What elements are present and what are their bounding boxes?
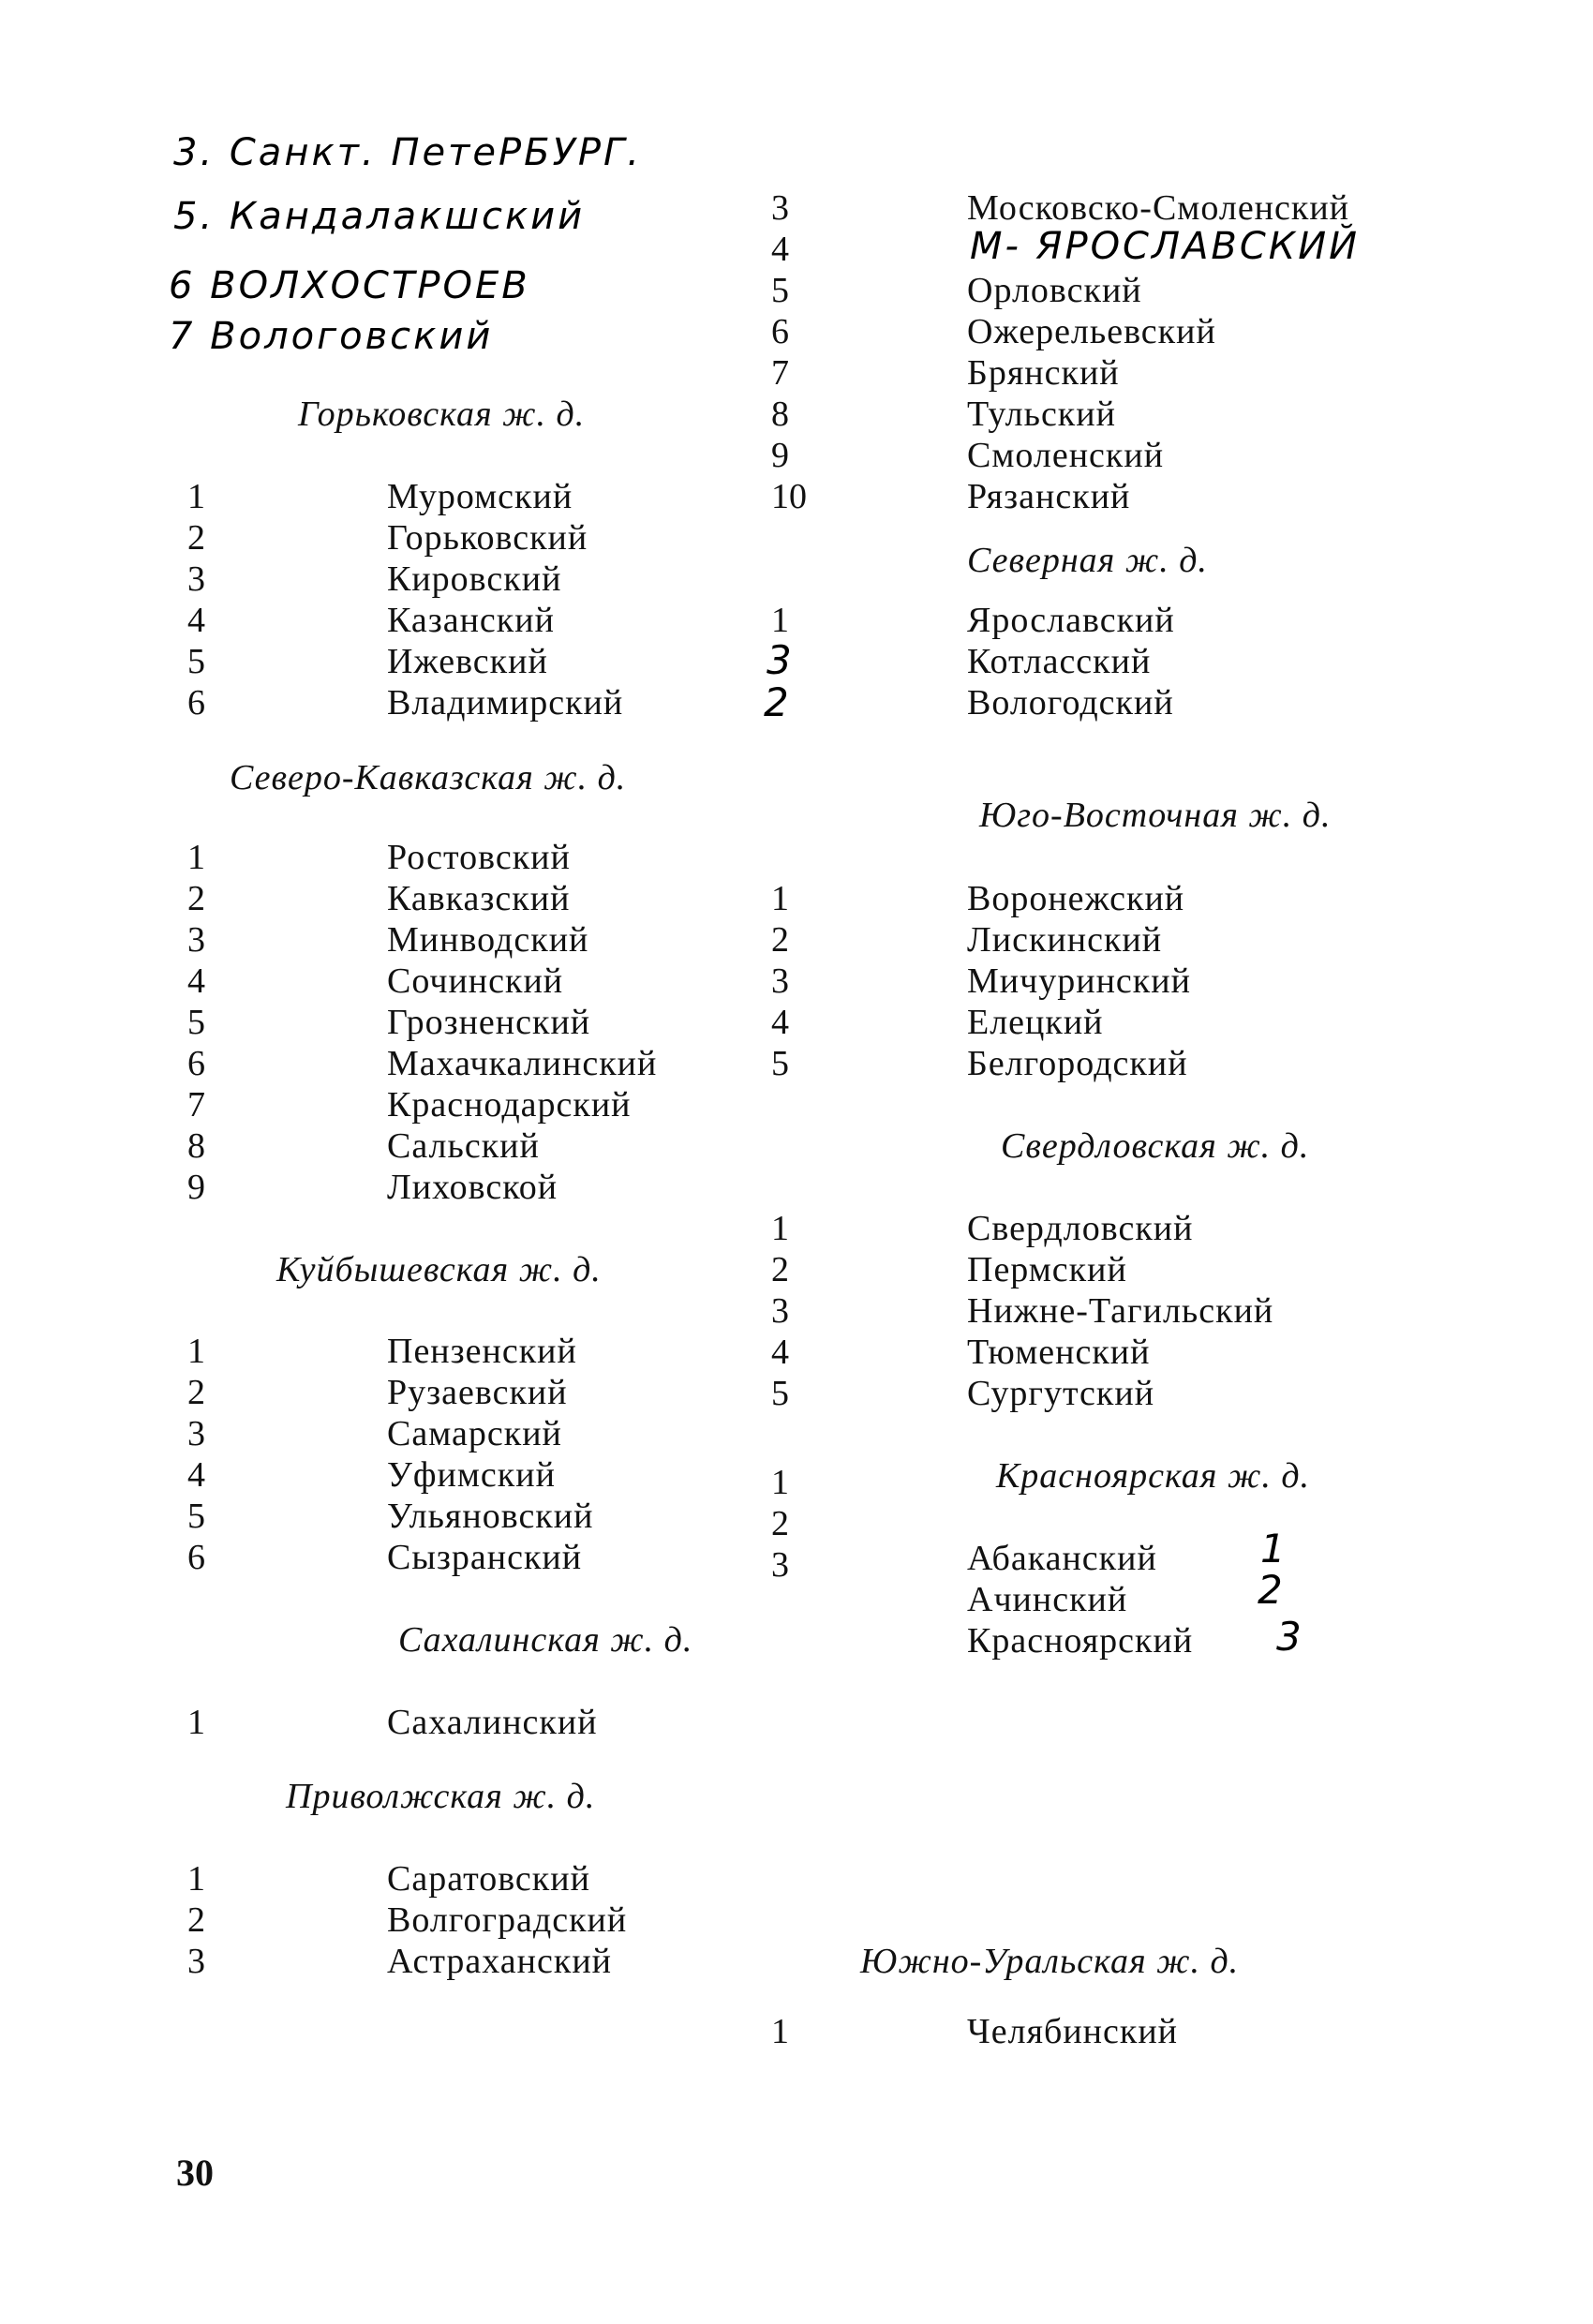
row-number: 7 (771, 353, 789, 393)
row-number: 3 (187, 559, 205, 599)
depot-name: Ростовский (387, 838, 571, 877)
row-number: 1 (771, 1209, 789, 1248)
depot-name: Тульский (967, 395, 1116, 434)
section-title-gorky: Горьковская ж. д. (298, 395, 586, 434)
depot-name: Красноярский (967, 1621, 1194, 1661)
depot-name: Елецкий (967, 1003, 1104, 1042)
row-number: 1 (187, 1859, 205, 1899)
handwritten-note-2: 5. Кандалакшский (173, 195, 586, 238)
row-number: 8 (187, 1126, 205, 1166)
depot-name: Смоленский (967, 436, 1165, 475)
handwritten-note-1: 3. Санкт. ПетеРБУРГ. (173, 131, 643, 174)
row-number: 3 (187, 1942, 205, 1981)
depot-name: Абаканский (967, 1539, 1157, 1578)
row-number: 4 (771, 1003, 789, 1042)
section-title-kuibyshev: Куйбышевская ж. д. (276, 1250, 602, 1289)
depot-name: Ижевский (387, 642, 548, 681)
depot-name: Брянский (967, 353, 1120, 393)
row-number: 1 (187, 1703, 205, 1742)
depot-name: Уфимский (387, 1455, 556, 1495)
row-number: 3 (187, 920, 205, 960)
row-number: 3 (771, 188, 789, 228)
section-title-north: Северная ж. д. (967, 541, 1208, 580)
row-number: 2 (771, 1250, 789, 1289)
depot-name: Минводский (387, 920, 589, 960)
depot-name: Ачинский (967, 1580, 1128, 1619)
row-number: 4 (187, 601, 205, 640)
depot-name: Котласский (967, 642, 1152, 681)
depot-name: Сочинский (387, 961, 564, 1001)
row-number: 5 (187, 1497, 205, 1536)
section-title-south-ural: Южно-Уральская ж. д. (860, 1942, 1240, 1981)
handwritten-number: 2 (764, 679, 789, 725)
depot-name: Пермский (967, 1250, 1127, 1289)
row-number: 3 (771, 961, 789, 1001)
row-number: 5 (187, 1003, 205, 1042)
depot-name: Ожерельевский (967, 312, 1216, 351)
depot-name: Владимирский (387, 683, 624, 723)
depot-name: Самарский (387, 1414, 562, 1453)
row-number: 3 (771, 1545, 789, 1585)
row-number: 1 (771, 1463, 789, 1502)
row-number: 2 (187, 1373, 205, 1412)
row-number: 5 (771, 1374, 789, 1413)
depot-name: Свердловский (967, 1209, 1194, 1248)
section-title-north-caucasus: Северо-Кавказская ж. д. (230, 758, 627, 797)
depot-name: Астраханский (387, 1942, 612, 1981)
depot-name: Горьковский (387, 518, 588, 558)
depot-name: Ярославский (967, 601, 1175, 640)
depot-name: Челябинский (967, 2012, 1179, 2051)
depot-name: Рузаевский (387, 1373, 568, 1412)
depot-name: Сахалинский (387, 1703, 598, 1742)
row-number: 1 (187, 1332, 205, 1371)
section-title-sverdlovsk: Свердловская ж. д. (1001, 1126, 1310, 1166)
row-number: 6 (187, 1044, 205, 1083)
depot-name: Орловский (967, 271, 1142, 310)
depot-name: Тюменский (967, 1333, 1151, 1372)
handwritten-number: 2 (1258, 1567, 1283, 1613)
row-number: 6 (187, 1538, 205, 1577)
depot-name: Саратовский (387, 1859, 590, 1899)
row-number: 5 (187, 642, 205, 681)
page-number: 30 (176, 2152, 214, 2194)
row-number: 4 (771, 230, 789, 269)
row-number: 9 (187, 1168, 205, 1207)
depot-name: Ульяновский (387, 1497, 594, 1536)
handwritten-note-4: 7 Вологовский (169, 315, 494, 358)
depot-name: Сальский (387, 1126, 540, 1166)
depot-name: Сургутский (967, 1374, 1155, 1413)
depot-name: Вологодский (967, 683, 1174, 723)
row-number: 4 (187, 961, 205, 1001)
depot-name: Волгоградский (387, 1900, 628, 1940)
depot-name: Воронежский (967, 879, 1185, 918)
row-number: 6 (187, 683, 205, 723)
row-number: 1 (187, 838, 205, 877)
depot-name: Краснодарский (387, 1085, 632, 1125)
row-number: 4 (771, 1333, 789, 1372)
row-number: 8 (771, 395, 789, 434)
handwritten-note-3: 6 ВОЛХОСТРОЕВ (169, 264, 530, 307)
handwritten-number: 1 (1260, 1526, 1286, 1572)
row-number: 3 (771, 1291, 789, 1331)
depot-name: Белгородский (967, 1044, 1188, 1083)
section-title-south-east: Юго-Восточная ж. д. (979, 796, 1332, 835)
row-number: 5 (771, 271, 789, 310)
row-number: 2 (187, 518, 205, 558)
row-number: 6 (771, 312, 789, 351)
depot-name: Лискинский (967, 920, 1163, 960)
row-number: 1 (771, 601, 789, 640)
depot-name: Грозненский (387, 1003, 591, 1042)
row-number: 2 (771, 1504, 789, 1543)
row-number: 1 (771, 879, 789, 918)
section-title-privolzh: Приволжская ж. д. (286, 1777, 596, 1816)
section-title-sakhalin: Сахалинская ж. д. (398, 1620, 693, 1660)
handwritten-number: 3 (1276, 1614, 1302, 1660)
depot-name: Нижне-Тагильский (967, 1291, 1274, 1331)
depot-name: Кировский (387, 559, 562, 599)
row-number: 10 (771, 477, 807, 516)
row-number: 2 (187, 1900, 205, 1940)
handwritten-m-yaroslavsky: М- ЯРОСЛАВСКИЙ (970, 225, 1361, 268)
row-number: 2 (187, 879, 205, 918)
depot-name: Лиховской (387, 1168, 558, 1207)
row-number: 4 (187, 1455, 205, 1495)
depot-name: Мичуринский (967, 961, 1191, 1001)
row-number: 2 (771, 920, 789, 960)
row-number: 7 (187, 1085, 205, 1125)
row-number: 1 (187, 477, 205, 516)
depot-name: Пензенский (387, 1332, 577, 1371)
row-number: 9 (771, 436, 789, 475)
depot-name: Московско-Смоленский (967, 188, 1350, 228)
row-number: 3 (187, 1414, 205, 1453)
handwritten-number: 3 (767, 637, 792, 683)
depot-name: Махачкалинский (387, 1044, 658, 1083)
depot-name: Муромский (387, 477, 573, 516)
depot-name: Казанский (387, 601, 555, 640)
depot-name: Рязанский (967, 477, 1131, 516)
row-number: 5 (771, 1044, 789, 1083)
section-title-krasnoyarsk: Красноярская ж. д. (996, 1456, 1311, 1496)
depot-name: Кавказский (387, 879, 571, 918)
row-number: 1 (771, 2012, 789, 2051)
depot-name: Сызранский (387, 1538, 583, 1577)
